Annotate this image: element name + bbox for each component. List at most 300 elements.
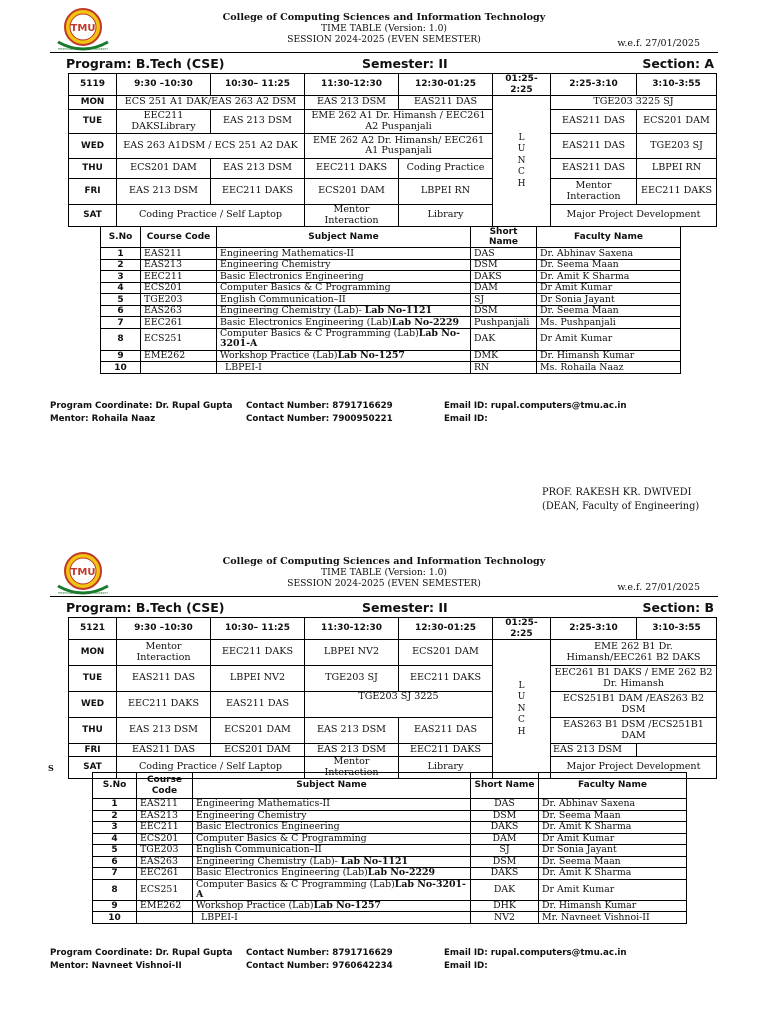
lunch-label: L U N C H — [517, 680, 526, 737]
col-course-code: Course Code — [141, 227, 217, 248]
subject-header-row — [101, 227, 681, 248]
subject-name — [217, 362, 471, 374]
class-cell: EAS263 B1 DSM /ECS251B1 DAM — [551, 718, 717, 744]
subject-name — [193, 845, 471, 857]
short-name: DSM — [471, 810, 539, 822]
subject-row — [93, 822, 687, 834]
class-cell: EAS 213 DSM — [117, 179, 211, 205]
class-cell: EAS211 DAS — [117, 666, 211, 692]
course-code: EAS213 — [141, 259, 217, 271]
col-faculty-name: Faculty Name — [539, 773, 687, 799]
faculty-name: Dr. Seema Maan — [537, 305, 681, 317]
subject-name — [193, 799, 471, 811]
day-row-fri — [69, 179, 717, 205]
subject-row — [93, 845, 687, 857]
slot-3: 11:30-12:30 — [305, 618, 399, 640]
contact-number-1: Contact Number: 8791716629 — [246, 948, 393, 958]
class-cell: EAS 213 DSM — [305, 744, 399, 757]
subject-row — [93, 868, 687, 880]
short-name: DAK — [471, 328, 537, 350]
day-label: FRI — [69, 179, 117, 205]
day-row-tue — [69, 666, 717, 692]
short-name: SJ — [471, 845, 539, 857]
subject-sno: 5 — [93, 845, 137, 857]
email-1: Email ID: rupal.computers@tmu.ac.in — [444, 948, 627, 958]
subject-sno: 2 — [93, 810, 137, 822]
class-cell: EAS 213 DSM — [305, 96, 399, 110]
short-name: SJ — [471, 294, 537, 306]
subject-row — [93, 900, 687, 912]
course-code: TGE203 — [141, 294, 217, 306]
slot-1: 9:30 –10:30 — [117, 74, 211, 96]
subject-row — [101, 294, 681, 306]
class-cell: LBPEI RN — [399, 179, 493, 205]
subject-sno: 8 — [93, 879, 137, 900]
contact-info — [246, 947, 393, 972]
weekly-timetable — [68, 617, 717, 779]
faculty-name: Dr. Abhinav Saxena — [539, 799, 687, 811]
col-subject-name: Subject Name — [193, 773, 471, 799]
col-subject-name: Subject Name — [217, 227, 471, 248]
lab-number: Lab No-1121 — [340, 855, 409, 867]
faculty-name: Dr. Amit K Sharma — [539, 868, 687, 880]
course-code: EAS263 — [137, 856, 193, 868]
college-name: College of Computing Sciences and Information Technology — [222, 12, 546, 23]
class-cell — [637, 744, 717, 757]
subject-row — [101, 305, 681, 317]
class-cell: EAS211 DAS — [551, 159, 637, 179]
section-label: Section: A — [642, 56, 714, 71]
section-label: Section: B — [642, 600, 714, 615]
subject-sno: 4 — [93, 833, 137, 845]
day-label: SAT — [69, 205, 117, 227]
subject-row — [93, 833, 687, 845]
day-label: WED — [69, 692, 117, 718]
class-cell: EME 262 B1 Dr. Himansh/EEC261 B2 DAKS — [551, 640, 717, 666]
faculty-name: Dr Sonia Jayant — [537, 294, 681, 306]
class-cell: EME 262 A1 Dr. Himansh / EEC261 A2 Puspanjali — [305, 110, 493, 134]
subject-row — [93, 912, 687, 924]
class-cell: EAS211 DAS — [551, 134, 637, 159]
short-name: DSM — [471, 856, 539, 868]
subject-sno: 1 — [101, 248, 141, 260]
faculty-name: Dr Sonia Jayant — [539, 845, 687, 857]
subject-sno: 10 — [101, 362, 141, 374]
side-mark: S — [48, 763, 54, 773]
course-code: ECS251 — [141, 328, 217, 350]
subject-sno: 5 — [101, 294, 141, 306]
lab-number: Lab No-2229 — [367, 867, 436, 879]
class-cell: EEC261 B1 DAKS / EME 262 B2 Dr. Himansh — [551, 666, 717, 692]
class-cell: LBPEI NV2 — [211, 666, 305, 692]
slot-3: 11:30-12:30 — [305, 74, 399, 96]
email-info — [444, 400, 627, 425]
subject-row — [101, 317, 681, 329]
course-code: EEC261 — [137, 868, 193, 880]
class-cell: LBPEI RN — [637, 159, 717, 179]
short-name: DAKS — [471, 822, 539, 834]
course-code: ECS201 — [137, 833, 193, 845]
class-cell: EEC211 DAKS — [399, 744, 493, 757]
class-cell: EEC211 DAKS — [211, 640, 305, 666]
class-cell: TGE203 SJ — [305, 666, 399, 692]
room-number: 5121 — [69, 618, 117, 640]
slot-6: 2:25-3:10 — [551, 74, 637, 96]
faculty-name: Dr. Himansh Kumar — [539, 900, 687, 912]
col-sno: S.No — [93, 773, 137, 799]
class-cell: Coding Practice / Self Laptop — [117, 205, 305, 227]
email-info — [444, 947, 627, 972]
subject-name — [217, 259, 471, 271]
class-cell: Mentor Interaction — [551, 179, 637, 205]
subject-row — [101, 248, 681, 260]
faculty-name: Dr Amit Kumar — [539, 879, 687, 900]
coordinator-info — [50, 947, 233, 972]
subject-name — [193, 879, 471, 900]
class-cell: EAS 213 DSM — [211, 110, 305, 134]
course-code: EME262 — [141, 350, 217, 362]
subject-sno: 10 — [93, 912, 137, 924]
session-label: SESSION 2024-2025 (EVEN SEMESTER) — [287, 577, 481, 589]
class-cell: EAS 213 DSM — [117, 718, 211, 744]
class-cell: EAS 213 DSM — [305, 718, 399, 744]
course-code: EAS211 — [141, 248, 217, 260]
short-name: NV2 — [471, 912, 539, 924]
course-code: ECS201 — [141, 282, 217, 294]
day-label: TUE — [69, 110, 117, 134]
course-code — [141, 362, 217, 374]
program-label: Program: B.Tech (CSE) — [66, 56, 225, 71]
subject-row — [101, 271, 681, 283]
day-label: WED — [69, 134, 117, 159]
day-row-mon — [69, 640, 717, 666]
logo-subtext: TEERTHANKER MAHAVEER UNIVERSITY — [57, 48, 109, 51]
course-code: TGE203 — [137, 845, 193, 857]
subject-sno: 6 — [93, 856, 137, 868]
class-cell: ECS201 DAM — [637, 110, 717, 134]
short-name: DAK — [471, 879, 539, 900]
col-faculty-name: Faculty Name — [537, 227, 681, 248]
logo-text: TMU — [70, 567, 96, 578]
short-name: DSM — [471, 259, 537, 271]
class-cell: EME 262 A2 Dr. Himansh/ EEC261 A1 Puspanjali — [305, 134, 493, 159]
subject-name — [193, 900, 471, 912]
day-label: MON — [69, 96, 117, 110]
lab-number: Lab No-1257 — [337, 350, 405, 362]
slot-4: 12:30-01:25 — [399, 74, 493, 96]
class-cell: LBPEI NV2 — [305, 640, 399, 666]
class-cell: EAS 213 DSM — [551, 744, 637, 757]
day-label: THU — [69, 718, 117, 744]
subject-name — [193, 856, 471, 868]
class-cell: EEC211 DAKS — [637, 179, 717, 205]
class-cell: EAS 213 DSM — [211, 159, 305, 179]
day-row-fri — [69, 744, 717, 757]
slot-1: 9:30 –10:30 — [117, 618, 211, 640]
course-code: EAS263 — [141, 305, 217, 317]
semester-label: Semester: II — [362, 56, 448, 71]
class-cell: Mentor Interaction — [305, 205, 399, 227]
subject-name-text: Engineering Chemistry (Lab)- — [196, 855, 341, 867]
subject-sno: 7 — [101, 317, 141, 329]
short-name: DMK — [471, 350, 537, 362]
subject-name — [193, 822, 471, 834]
class-cell: TGE203 SJ — [637, 134, 717, 159]
coordinator-info — [50, 400, 233, 425]
course-code: EAS213 — [137, 810, 193, 822]
faculty-name: Ms. Pushpanjali — [537, 317, 681, 329]
class-cell: EAS211 DAS — [399, 96, 493, 110]
session-label: SESSION 2024-2025 (EVEN SEMESTER) — [287, 33, 481, 45]
email-2: Email ID: — [444, 960, 488, 971]
subject-sno: 7 — [93, 868, 137, 880]
subject-name — [193, 868, 471, 880]
subject-name-text: English Communication–II — [220, 293, 346, 305]
subject-row — [101, 350, 681, 362]
semester-label: Semester: II — [362, 600, 448, 615]
lunch-label: L U N C H — [517, 132, 526, 189]
faculty-name: Ms. Rohaila Naaz — [537, 362, 681, 374]
class-cell: Coding Practice / Self Laptop — [117, 757, 305, 779]
faculty-name: Dr. Himansh Kumar — [537, 350, 681, 362]
class-cell: ECS251B1 DAM /EAS263 B2 DSM — [551, 692, 717, 718]
class-cell: EAS211 DAS — [117, 744, 211, 757]
subject-sno: 9 — [93, 900, 137, 912]
subject-name — [217, 328, 471, 350]
class-cell: EEC211 DAKS — [117, 692, 211, 718]
college-name: College of Computing Sciences and Information Technology — [222, 556, 546, 567]
course-code: EAS211 — [137, 799, 193, 811]
subject-name — [217, 350, 471, 362]
subject-name — [193, 833, 471, 845]
short-name: DAKS — [471, 868, 539, 880]
lab-number: Lab No-2229 — [391, 316, 460, 328]
subject-name — [193, 810, 471, 822]
col-short-name: Short Name — [471, 227, 537, 248]
subject-name — [217, 282, 471, 294]
class-cell: EAS211 DAS — [399, 718, 493, 744]
subject-name-text: Computer Basics & C Programming (Lab) — [220, 328, 419, 340]
slot-4: 12:30-01:25 — [399, 618, 493, 640]
class-cell: EAS211 DAS — [551, 110, 637, 134]
subject-name-text: LBPEI-I — [225, 361, 262, 373]
timetable-version: TIME TABLE (Version: 1.0) — [320, 22, 448, 34]
subject-name-text: Engineering Mathematics-II — [196, 798, 330, 810]
contact-number-2: Contact Number: 9760642234 — [246, 960, 393, 971]
dean-signature — [542, 486, 699, 513]
room-number: 5119 — [69, 74, 117, 96]
program-row — [64, 56, 716, 72]
class-cell: Major Project Development — [551, 757, 717, 779]
class-cell: ECS201 DAM — [211, 718, 305, 744]
subject-table — [100, 226, 681, 374]
header-divider — [50, 52, 718, 53]
program-row — [64, 600, 716, 616]
subject-name-text: Basic Electronics Engineering — [196, 821, 340, 833]
col-course-code: Course Code — [137, 773, 193, 799]
faculty-name: Dr Amit Kumar — [539, 833, 687, 845]
day-row-thu — [69, 159, 717, 179]
subject-name-text: Basic Electronics Engineering — [220, 270, 364, 282]
mentor-name: Mentor: Rohaila Naaz — [50, 413, 156, 424]
subject-name — [217, 271, 471, 283]
subject-name-text: Engineering Chemistry — [220, 259, 331, 271]
dean-name: PROF. RAKESH KR. DWIVEDI — [542, 487, 692, 498]
subject-sno: 1 — [93, 799, 137, 811]
faculty-name: Dr. Abhinav Saxena — [537, 248, 681, 260]
timetable-header-row — [69, 74, 717, 96]
program-coordinator: Program Coordinate: Dr. Rupal Gupta — [50, 948, 233, 958]
subject-name — [193, 912, 471, 924]
timetable-header-row — [69, 618, 717, 640]
faculty-name: Dr. Seema Maan — [539, 856, 687, 868]
subject-name — [217, 317, 471, 329]
course-code: EEC261 — [141, 317, 217, 329]
course-code: EEC211 — [137, 822, 193, 834]
short-name: DAM — [471, 282, 537, 294]
class-cell: ECS201 DAM — [211, 744, 305, 757]
faculty-name: Dr. Amit K Sharma — [537, 271, 681, 283]
logo-text: TMU — [70, 23, 96, 34]
slot-2: 10:30– 11:25 — [211, 74, 305, 96]
short-name: DHK — [471, 900, 539, 912]
lab-number: Lab No-1121 — [364, 305, 433, 317]
subject-row — [93, 799, 687, 811]
class-cell: EEC211 DAKSLibrary — [117, 110, 211, 134]
day-row-tue — [69, 110, 717, 134]
subject-sno: 3 — [101, 271, 141, 283]
contact-number-1: Contact Number: 8791716629 — [246, 401, 393, 411]
subject-row — [93, 856, 687, 868]
course-code: EEC211 — [141, 271, 217, 283]
day-label: SAT — [69, 757, 117, 779]
email-1: Email ID: rupal.computers@tmu.ac.in — [444, 401, 627, 411]
weekly-timetable — [68, 73, 717, 227]
subject-sno: 8 — [101, 328, 141, 350]
slot-2: 10:30– 11:25 — [211, 618, 305, 640]
slot-lunch: 01:25-2:25 — [493, 74, 551, 96]
subject-sno: 2 — [101, 259, 141, 271]
header-divider — [50, 596, 718, 597]
program-coordinator: Program Coordinate: Dr. Rupal Gupta — [50, 401, 233, 411]
lunch-cell — [493, 96, 551, 227]
program-label: Program: B.Tech (CSE) — [66, 600, 225, 615]
class-cell: EAS211 DAS — [211, 692, 305, 718]
effective-date: w.e.f. 27/01/2025 — [617, 582, 700, 593]
lunch-cell — [493, 640, 551, 779]
class-cell: TGE203 SJ 3225 — [305, 692, 493, 718]
subject-name — [217, 305, 471, 317]
subject-row — [101, 362, 681, 374]
class-cell: ECS201 DAM — [305, 179, 399, 205]
short-name: Pushpanjali — [471, 317, 537, 329]
subject-row — [101, 282, 681, 294]
class-cell: ECS 251 A1 DAK/EAS 263 A2 DSM — [117, 96, 305, 110]
subject-name-text: Computer Basics & C Programming (Lab) — [196, 878, 395, 890]
subject-row — [93, 879, 687, 900]
lab-number: Lab No-3201-A — [220, 328, 460, 350]
class-cell: Coding Practice — [399, 159, 493, 179]
short-name: DAKS — [471, 271, 537, 283]
subject-name-text: Basic Electronics Engineering (Lab) — [220, 316, 392, 328]
course-code: EME262 — [137, 900, 193, 912]
short-name: DSM — [471, 305, 537, 317]
faculty-name: Dr. Seema Maan — [539, 810, 687, 822]
subject-name — [217, 294, 471, 306]
day-label: FRI — [69, 744, 117, 757]
class-cell: ECS201 DAM — [399, 640, 493, 666]
subject-sno: 6 — [101, 305, 141, 317]
faculty-name: Dr. Seema Maan — [537, 259, 681, 271]
subject-name-text: Engineering Chemistry — [196, 809, 307, 821]
subject-name-text: English Communication–II — [196, 844, 322, 856]
subject-name-text: LBPEI-I — [201, 911, 238, 923]
timetable-section-b — [0, 544, 768, 1024]
slot-lunch: 01:25-2:25 — [493, 618, 551, 640]
slot-7: 3:10-3:55 — [637, 618, 717, 640]
short-name: RN — [471, 362, 537, 374]
class-cell: TGE203 3225 SJ — [551, 96, 717, 110]
logo-subtext: TEERTHANKER MAHAVEER UNIVERSITY — [57, 592, 109, 595]
contact-number-2: Contact Number: 7900950221 — [246, 413, 393, 424]
mentor-name: Mentor: Navneet Vishnoi-II — [50, 960, 182, 971]
class-cell: EEC211 DAKS — [305, 159, 399, 179]
col-short-name: Short Name — [471, 773, 539, 799]
class-cell: EEC211 DAKS — [211, 179, 305, 205]
faculty-name: Dr. Amit K Sharma — [539, 822, 687, 834]
dean-title: (DEAN, Faculty of Engineering) — [542, 500, 700, 512]
subject-name-text: Engineering Chemistry (Lab)- — [220, 305, 365, 317]
faculty-name: Dr Amit Kumar — [537, 328, 681, 350]
short-name: DAM — [471, 833, 539, 845]
subject-name-text: Computer Basics & C Programming — [196, 832, 367, 844]
subject-sno: 3 — [93, 822, 137, 834]
faculty-name: Dr Amit Kumar — [537, 282, 681, 294]
slot-6: 2:25-3:10 — [551, 618, 637, 640]
short-name: DAS — [471, 799, 539, 811]
short-name: DAS — [471, 248, 537, 260]
class-cell: Mentor Interaction — [117, 640, 211, 666]
subject-sno: 9 — [101, 350, 141, 362]
lab-number: Lab No-3201-A — [196, 878, 466, 900]
day-label: THU — [69, 159, 117, 179]
subject-name-text: Computer Basics & C Programming — [220, 282, 391, 294]
subject-row — [93, 810, 687, 822]
class-cell: ECS201 DAM — [117, 159, 211, 179]
subject-name-text: Workshop Practice (Lab) — [196, 900, 314, 912]
subject-name-text: Workshop Practice (Lab) — [220, 350, 338, 362]
effective-date: w.e.f. 27/01/2025 — [617, 38, 700, 49]
day-label: TUE — [69, 666, 117, 692]
subject-row — [101, 328, 681, 350]
course-code — [137, 912, 193, 924]
day-row-wed — [69, 134, 717, 159]
class-cell: Library — [399, 757, 493, 779]
lab-number: Lab No-1257 — [313, 900, 381, 912]
class-cell: Library — [399, 205, 493, 227]
col-sno: S.No — [101, 227, 141, 248]
subject-row — [101, 259, 681, 271]
slot-7: 3:10-3:55 — [637, 74, 717, 96]
course-code: ECS251 — [137, 879, 193, 900]
day-label: MON — [69, 640, 117, 666]
class-cell: EEC211 DAKS — [399, 666, 493, 692]
subject-name-text: Engineering Mathematics-II — [220, 247, 354, 259]
class-cell: EAS 263 A1DSM / ECS 251 A2 DAK — [117, 134, 305, 159]
contact-info — [246, 400, 393, 425]
faculty-name: Mr. Navneet Vishnoi-II — [539, 912, 687, 924]
subject-table — [92, 772, 687, 924]
